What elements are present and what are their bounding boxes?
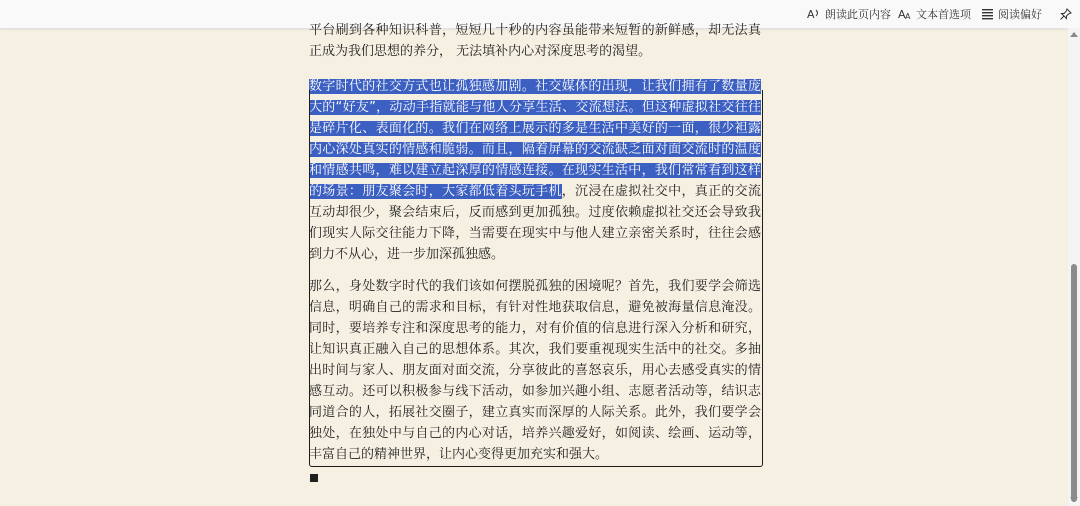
reading-preferences-label: 阅读偏好 — [998, 8, 1042, 21]
reading-preferences-icon — [979, 6, 995, 22]
paragraph-2-rest: ，沉浸在虚拟社交中，真正的交流互动却很少，聚会结束后，反而感到更加孤独。过度依赖虚拟社交还会导致我们现实人际交往能力下降，当需要在现实中与他人建立亲密关系时，往往会感到力不从心，进一步加深孤独感。 — [309, 184, 761, 262]
pin-icon — [1057, 6, 1073, 22]
vertical-scrollbar[interactable] — [1068, 28, 1080, 506]
read-aloud-label: 朗读此页内容 — [825, 8, 891, 21]
scroll-down-arrow-icon[interactable] — [1070, 497, 1078, 502]
end-marker — [310, 474, 318, 482]
text-preferences-button[interactable] — [897, 0, 971, 28]
article-body — [309, 20, 761, 476]
paragraph-2 — [309, 76, 761, 265]
svg-text:A: A — [807, 8, 815, 21]
selected-text[interactable]: 数字时代的社交方式也让孤独感加剧。社交媒体的出现，让我们拥有了数量庞大的“好友”，动动手指就能与他人分享生活、交流想法。但这种虚拟社交往往是碎片化、表面化的。我们在网络上展示的多是生活中美好的一面，很少袒露内心深处真实的情感和脆弱。而且，隔着屏幕的交流缺乏面对面交流时的温度和情感共鸣，难以建立起深厚的情感连接。在现实生活中，我们常常看到这样的场景：朋友聚会时，大家都低着头玩手机 — [309, 79, 761, 199]
scroll-thumb[interactable] — [1071, 264, 1077, 502]
pin-button[interactable] — [1057, 0, 1076, 28]
read-aloud-icon — [806, 6, 822, 22]
text-preferences-icon — [897, 6, 913, 22]
read-aloud-button[interactable] — [806, 0, 891, 28]
svg-text:A: A — [904, 12, 910, 21]
paragraph-1: 平台刷到各种知识科普，短短几十秒的内容虽能带来短暂的新鲜感，却无法真正成为我们思想的养分， 无法填补内心对深度思考的渴望。 — [309, 23, 761, 59]
paragraph-3: 那么，身处数字时代的我们该如何摆脱孤独的困境呢？首先，我们要学会筛选信息，明确自己的需求和目标，有针对性地获取信息，避免被海量信息淹没。同时，要培养专注和深度思考的能力，对有价值的信息进行深入分析和研究，让知识真正融入自己的思想体系。其次，我们要重视现实生活中的社交。多抽出时间与家人、朋友面对面交流，分享彼此的喜怒哀乐，用心去感受真实的情感互动。还可以积极参与线下活动，如参加兴趣小组、志愿者活动等，结识志同道合的人，拓展社交圈子，建立真实而深厚的人际关系。此外，我们要学会独处，在独处中与自己的内心对话，培养兴趣爱好，如阅读、绘画、运动等，丰富自己的精神世界，让内心变得更加充实和强大。 — [309, 279, 761, 462]
text-preferences-label: 文本首选项 — [916, 8, 971, 21]
scroll-up-arrow-icon[interactable] — [1070, 32, 1078, 37]
reading-preferences-button[interactable] — [979, 0, 1042, 28]
svg-text:A: A — [897, 8, 906, 21]
